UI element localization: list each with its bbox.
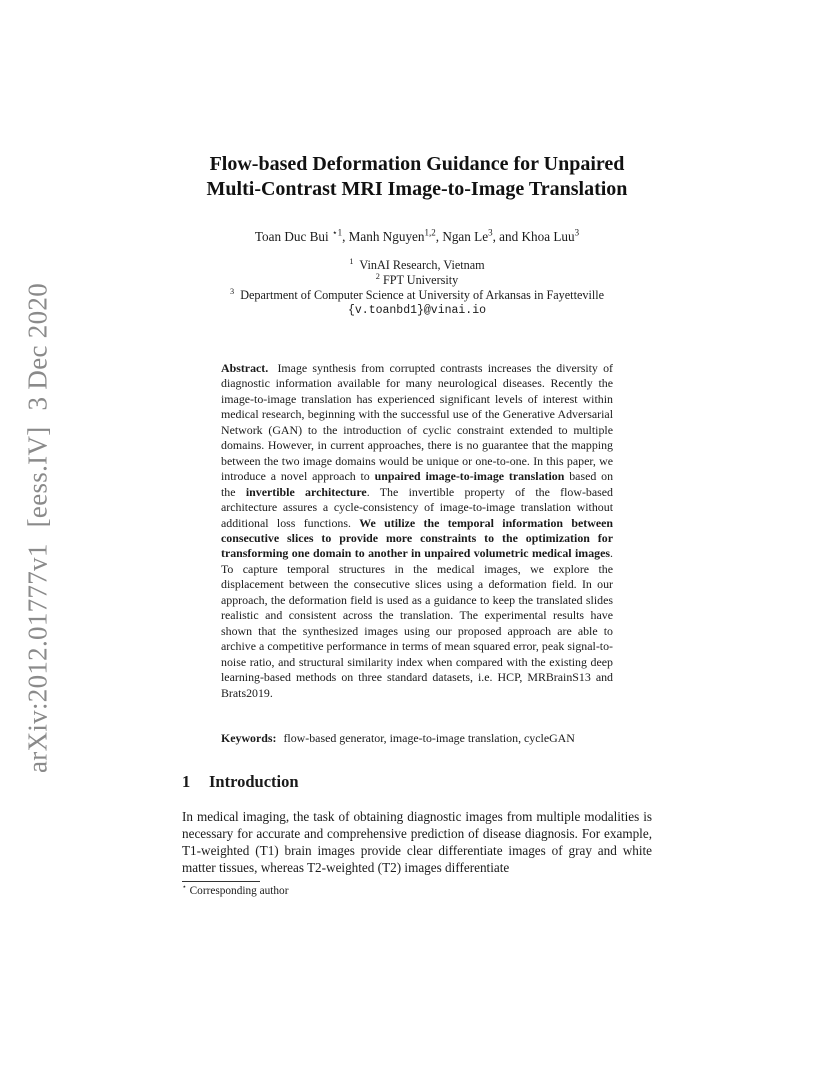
affiliation-item — [170, 273, 664, 288]
affiliation-text: VinAI Research, Vietnam — [359, 258, 485, 272]
contact-email[interactable]: {v.toanbd1}@vinai.io — [347, 304, 487, 317]
author-affil-mark: 3 — [574, 227, 580, 238]
introduction-paragraph: In medical imaging, the task of obtaining diagnostic images from multiple modalities is necessary for accurate and comprehensive prediction of disease diagnosis. For example, T1-weighted (T1) brain images provide clear differentiate images of gray and white matter tissues, whereas T2-weighted (T2) images differentiate — [182, 809, 652, 875]
affiliation-text: FPT University — [382, 273, 459, 287]
section-number: 1 — [182, 772, 191, 791]
author-separator: , — [342, 229, 349, 244]
title-line-2: Multi-Contrast MRI Image-to-Image Translation — [206, 178, 628, 200]
arxiv-side-identifier — [23, 283, 54, 773]
footnote-divider — [182, 881, 260, 882]
abstract — [221, 361, 613, 701]
section-heading — [182, 772, 299, 792]
author-affil-mark: ⋆1 — [331, 227, 343, 238]
abstract-text: based on the — [221, 469, 614, 499]
affiliation-mark: 3 — [229, 286, 235, 296]
affiliation-mark: 1 — [349, 256, 354, 266]
affiliation-mark: 2 — [375, 271, 380, 281]
author-affil-mark: 1,2 — [424, 227, 436, 238]
paper-title — [170, 152, 664, 202]
abstract-emphasis: We utilize the temporal information between consecutive slices to provide more constraints to the optimization for transforming one domain to another in unpaired volumetric medical images — [221, 515, 613, 561]
abstract-emphasis: invertible architecture — [245, 484, 367, 499]
author-name: Khoa Luu — [521, 229, 575, 244]
affiliation-item — [170, 258, 664, 273]
arxiv-category: [eess.IV] — [22, 426, 53, 528]
author-separator: , and — [492, 229, 522, 244]
keywords-text: flow-based generator, image-to-image translation, cycleGAN — [283, 731, 575, 745]
abstract-label: Abstract. — [221, 361, 269, 375]
footnote-text: Corresponding author — [189, 885, 289, 897]
abstract-emphasis: unpaired image-to-image translation — [374, 469, 565, 484]
abstract-text: . The invertible property of the flow-based architecture assures a cycle-consistency of image-to-image translation without additional loss functions. — [221, 484, 613, 530]
author-affil-mark: 3 — [488, 227, 493, 238]
affiliation-list — [170, 258, 664, 318]
author-name: Ngan Le — [442, 229, 489, 244]
abstract-text: Image synthesis from corrupted contrasts increases the diversity of diagnostic information available for many neurological diseases. Recently the image-to-image translation has experienced significant levels of interest within medical research, beginning with the successful use of the Generative Adversarial Network (GAN) to the introduction of cyclic constraint extended to multiple domains. However, in current approaches, there is no guarantee that the mapping between the two image domains would be unique or one-to-one. In this paper, we introduce a novel approach to — [221, 361, 613, 484]
footnote — [182, 882, 289, 897]
abstract-text: . To capture temporal structures in the medical images, we explore the displacement between the consecutive slices using a deformation field. In our approach, the deformation field is used as a guidance to keep the translated slides realistic and consistent across the translation. The experimental results have shown that the synthesized images using our proposed approach are able to archive a competitive performance in terms of mean squared error, peak signal-to-noise ratio, and structural similarity index when compared with the existing deep learning-based methods on three standard datasets, i.e. HCP, MRBrainS13 and Brats2019. — [221, 546, 613, 700]
section-title: Introduction — [209, 772, 299, 791]
arxiv-date: 3 Dec 2020 — [22, 282, 53, 411]
author-separator: , — [435, 229, 443, 244]
footnote-marker: ⋆ — [182, 882, 187, 892]
arxiv-id: arXiv:2012.01777v1 — [22, 543, 53, 774]
title-line-1: Flow-based Deformation Guidance for Unpaired — [209, 153, 625, 175]
author-name: Toan Duc Bui — [254, 229, 329, 244]
affiliation-text: Department of Computer Science at University of Arkansas in Fayetteville — [240, 288, 605, 302]
keywords-label: Keywords: — [221, 731, 277, 745]
affiliation-item — [170, 288, 664, 303]
keywords — [221, 731, 621, 746]
author-list — [170, 229, 664, 245]
author-name: Manh Nguyen — [348, 229, 425, 244]
